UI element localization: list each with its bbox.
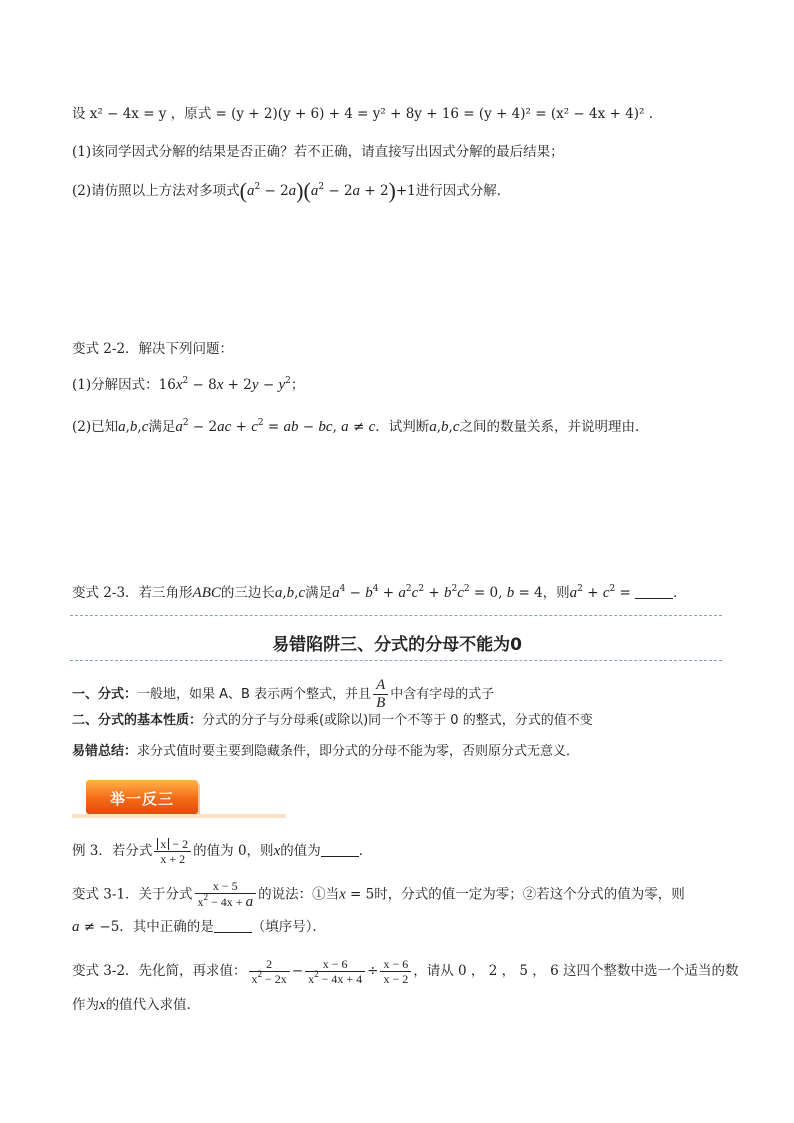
fraction-abs-x: $\frac{x - 2}{x + 2}$ — [154, 838, 191, 865]
point-3-label: 易错总结： — [72, 744, 138, 759]
answer-blank[interactable] — [214, 920, 252, 933]
variant-3-1-line2: a ≠ −5．其中正确的是 （填序号）． — [72, 919, 327, 935]
example-3-mid: 的值为 0，则 — [193, 843, 274, 859]
variant-3-2-line2-prefix: 作为 — [72, 997, 99, 1013]
variant-2-3-mid2: 满足 — [305, 585, 333, 601]
variant-2-3-end: ． — [673, 585, 687, 601]
practice-badge — [86, 780, 198, 814]
variant-2-2-q1-prefix: (1)分解因式： — [72, 377, 159, 393]
point-1-text-b: 中含有字母的式子 — [390, 687, 495, 702]
fraction-a-over-b: $\frac{A}{B}$ — [373, 678, 388, 711]
fraction-x-minus-5: $\frac{x - 5}{x^2 - 4x + a}$ — [195, 880, 257, 910]
point-1-label: 一、分式： — [72, 687, 138, 702]
question-2-prefix: (2)请仿照以上方法对多项式 — [72, 183, 240, 199]
answer-blank[interactable] — [321, 844, 359, 857]
point-1-text-a: 一般地，如果 A、B 表示两个整式，并且 — [137, 687, 372, 702]
substitution-line — [72, 108, 653, 122]
variant-3-2: 变式 3-2．先化简，再求值： $\frac{2}{x^2 - 2x}$ − $\frac{x - 6}{x^2 - 4x + 4}$ ÷ $\frac{x - 6}{x - 2}$ ，请从 0 ， 2 ， 5 ， 6 这四个整数中选一个适当的数 — [72, 957, 739, 986]
fraction-2-over: $\frac{2}{x^2 - 2x}$ — [249, 958, 290, 985]
point-3 — [72, 745, 579, 758]
variant-2-3-mid3: ，则 — [542, 585, 570, 601]
badge-underline — [72, 814, 286, 818]
question-2: (2)请仿照以上方法对多项式$(a^2 - 2a)(a^2 - 2a + 2)+1$进行因式分解． — [72, 178, 511, 203]
variant-2-2-q2-mid2: ．试判断 — [375, 419, 430, 435]
variant-2-2-title-text: 变式 2-2．解决下列问题： — [72, 341, 234, 357]
variant-3-1-line2-mid: ．其中正确的是 — [119, 919, 214, 935]
point-2-label: 二、分式的基本性质： — [72, 713, 203, 728]
question-1 — [72, 146, 564, 160]
variant-3-1-prefix: 变式 3-1．关于分式 — [72, 886, 193, 903]
variant-3-2-mid: ，请从 0 ， 2 ， 5 ， 6 这四个整数中选一个适当的数 — [413, 963, 739, 979]
answer-blank[interactable] — [635, 586, 673, 599]
example-3-post: 的值为 — [280, 843, 321, 859]
variant-3-1-mid: 的说法：①当 — [258, 886, 340, 903]
variant-3-2-line2: 作为x的值代入求值． — [72, 997, 201, 1013]
point-2 — [72, 714, 593, 727]
section-divider-top — [70, 615, 722, 616]
point-3-text: 求分式值时要主要到隐藏条件，即分式的分母不能为零，否则原分式无意义． — [137, 744, 580, 759]
variant-2-2-title — [72, 343, 233, 357]
example-3-prefix: 例 3．若分式 — [72, 843, 153, 859]
section-title: 易错陷阱三、分式的分母不能为0 — [272, 635, 522, 655]
question-1-text: (1)该同学因式分解的结果是否正确？若不正确，请直接写出因式分解的最后结果； — [72, 144, 564, 160]
point-1 — [72, 678, 494, 711]
point-2-text: 分式的分子与分母乘(或除以)同一个不等于 0 的整式，分式的值不变 — [202, 713, 593, 728]
variant-2-2-q2: (2)已知a,b,c满足$a^2 - 2ac + c^2$ = ab − bc, a ≠ c．试判断a,b,c之间的数量关系，并说明理由． — [72, 418, 649, 435]
question-2-suffix: 进行因式分解． — [415, 183, 511, 199]
variant-2-3-mid: 的三边长 — [220, 585, 275, 601]
example-3-end: ． — [358, 843, 373, 859]
variant-2-3: 变式 2-3．若三角形ABC的三边长a,b,c满足$a^4 - b^4 + a^2c^2 + b^2c^2 = 0$, b = 4，则$a^2 + c^2$ = ． — [72, 584, 687, 601]
section-divider-bottom — [70, 660, 722, 661]
variant-2-2-q2-mid: 满足 — [148, 419, 176, 435]
variant-3-2-prefix: 变式 3-2．先化简，再求值： — [72, 963, 247, 979]
substitution-text: 设 x² − 4x = y ，原式 = (y + 2)(y + 6) + 4 = y² + 8y + 16 = (y + 4)² = (x² − 4x + 4)² . — [72, 106, 653, 122]
fraction-x-minus-6-over-x-minus-2: $\frac{x - 6}{x - 2}$ — [380, 958, 411, 985]
variant-2-3-prefix: 变式 2-3．若三角形 — [72, 585, 193, 601]
variant-3-1-mid2: 时，分式的值一定为零；②若这个分式的值为零，则 — [374, 886, 685, 903]
example-3: 例 3．若分式 $\frac{x - 2}{x + 2}$ 的值为 0，则x的值为 ． — [72, 837, 373, 866]
variant-2-2-q2-prefix: (2)已知 — [72, 419, 119, 435]
variant-2-2-q2-suffix: 之间的数量关系，并说明理由． — [459, 419, 649, 435]
variant-3-1: 变式 3-1．关于分式 $\frac{x - 5}{x^2 - 4x + a}$ 的说法：①当x = 5时，分式的值一定为零；②若这个分式的值为零，则 — [72, 879, 685, 910]
variant-3-2-line2-suffix: 的值代入求值． — [105, 997, 201, 1013]
fraction-x-minus-6: $\frac{x - 6}{x^2 - 4x + 4}$ — [305, 958, 365, 985]
variant-2-2-q1: (1)分解因式：$16x^2 - 8x + 2y - y^2$； — [72, 376, 305, 393]
badge-label: 举一反三 — [109, 790, 174, 808]
variant-3-1-line2-end: （填序号）． — [251, 919, 327, 935]
